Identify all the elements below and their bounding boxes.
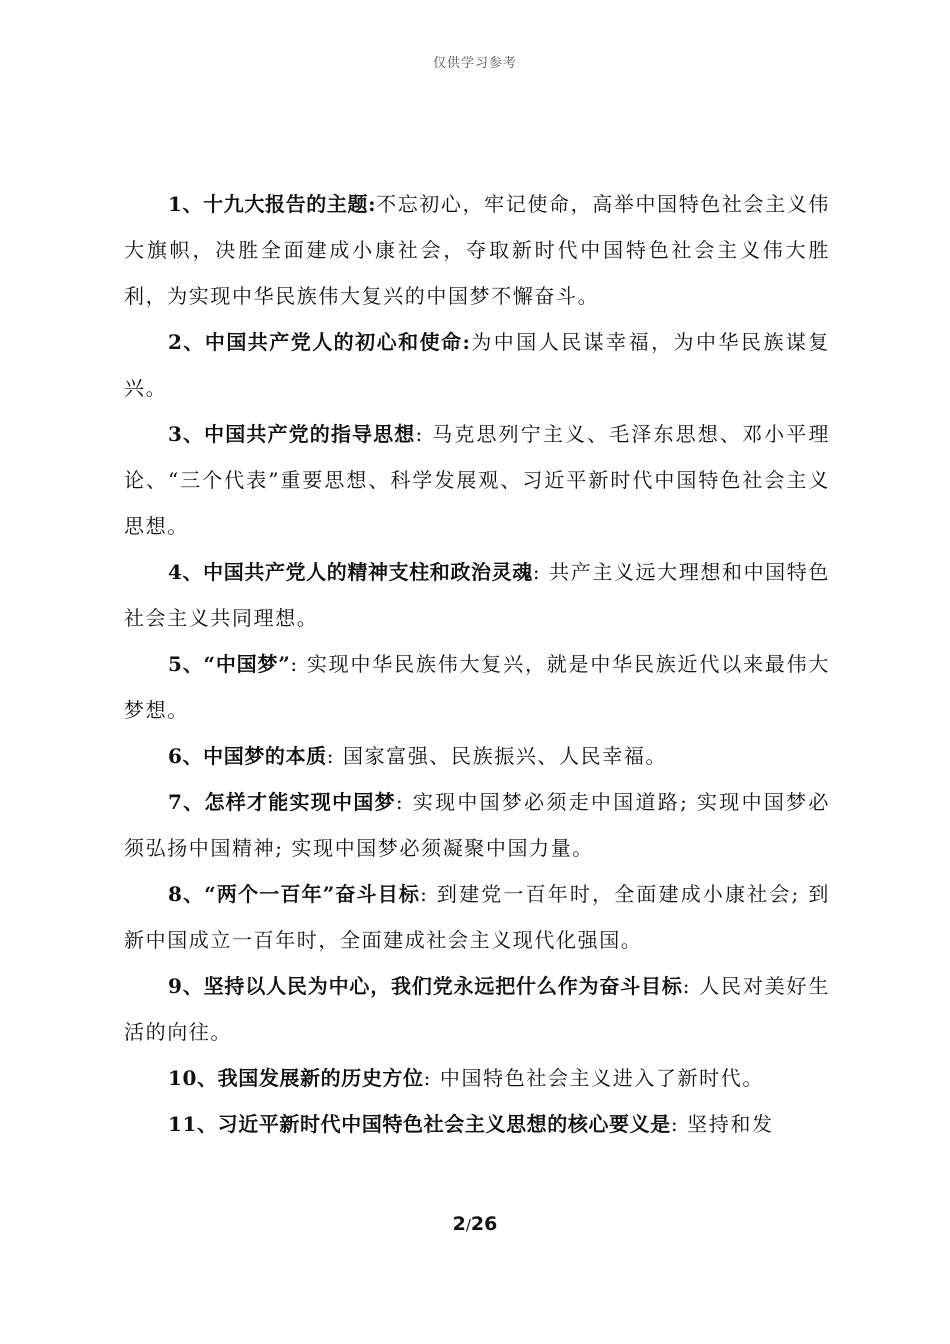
page-header: 仅供学习参考 (432, 56, 517, 71)
item-label: 10、我国发展新的历史方位 (168, 1066, 424, 1090)
list-item-1 (124, 181, 830, 319)
item-text: : 共产主义远大理想和中国特色社会主义共同理想。 (124, 560, 830, 630)
item-label: 11、习近平新时代中国特色社会主义思想的核心要义是 (168, 1112, 671, 1136)
page-current: 2 (452, 1213, 466, 1235)
list-item-8 (124, 871, 830, 963)
page-separator: / (465, 1216, 471, 1234)
item-text: : 实现中国梦必须走中国道路; 实现中国梦必须弘扬中国精神; 实现中国梦必须凝聚中国力量。 (124, 790, 830, 860)
list-item-5 (124, 641, 830, 733)
page-number (0, 1213, 950, 1235)
list-item-11 (124, 1101, 830, 1147)
item-text: : 人民对美好生活的向往。 (124, 974, 830, 1044)
item-label: 6、中国梦的本质 (168, 744, 327, 768)
document-body (124, 181, 830, 1147)
item-label: 8、“两个一百年”奋斗目标 (168, 882, 421, 906)
item-text: : 中国特色社会主义进入了新时代。 (423, 1066, 764, 1090)
item-text: : 马克思列宁主义、毛泽东思想、邓小平理论、“三个代表”重要思想、科学发展观、习近平新时代中国特色社会主义思想。 (124, 422, 830, 538)
item-label: 7、怎样才能实现中国梦 (168, 790, 396, 814)
item-text: 不忘初心，牢记使命，高举中国特色社会主义伟大旗帜，决胜全面建成小康社会，夺取新时代中国特色社会主义伟大胜利，为实现中华民族伟大复兴的中国梦不懈奋斗。 (124, 192, 830, 308)
item-label: 4、中国共产党人的精神支柱和政治灵魂 (168, 560, 533, 584)
item-label: 3、中国共产党的指导思想 (168, 422, 416, 446)
page-total: 26 (470, 1213, 498, 1235)
item-text: 为中国人民谋幸福，为中华民族谋复兴。 (124, 330, 830, 400)
list-item-3 (124, 411, 830, 549)
list-item-9 (124, 963, 830, 1055)
list-item-4 (124, 549, 830, 641)
item-text: : 实现中华民族伟大复兴，就是中华民族近代以来最伟大梦想。 (124, 652, 830, 722)
item-label: 2、中国共产党人的初心和使命: (168, 330, 471, 354)
item-label: 9、坚持以人民为中心，我们党永远把什么作为奋斗目标 (168, 974, 683, 998)
list-item-10 (124, 1055, 830, 1101)
list-item-2 (124, 319, 830, 411)
list-item-7 (124, 779, 830, 871)
list-item-6 (124, 733, 830, 779)
item-text: : 到建党一百年时，全面建成小康社会; 到新中国成立一百年时，全面建成社会主义现代化强国。 (124, 882, 830, 952)
item-text: : 国家富强、民族振兴、人民幸福。 (326, 744, 668, 768)
item-text: : 坚持和发 (670, 1112, 774, 1136)
item-label: 1、十九大报告的主题: (168, 192, 377, 216)
item-label: 5、“中国梦” (168, 652, 291, 676)
